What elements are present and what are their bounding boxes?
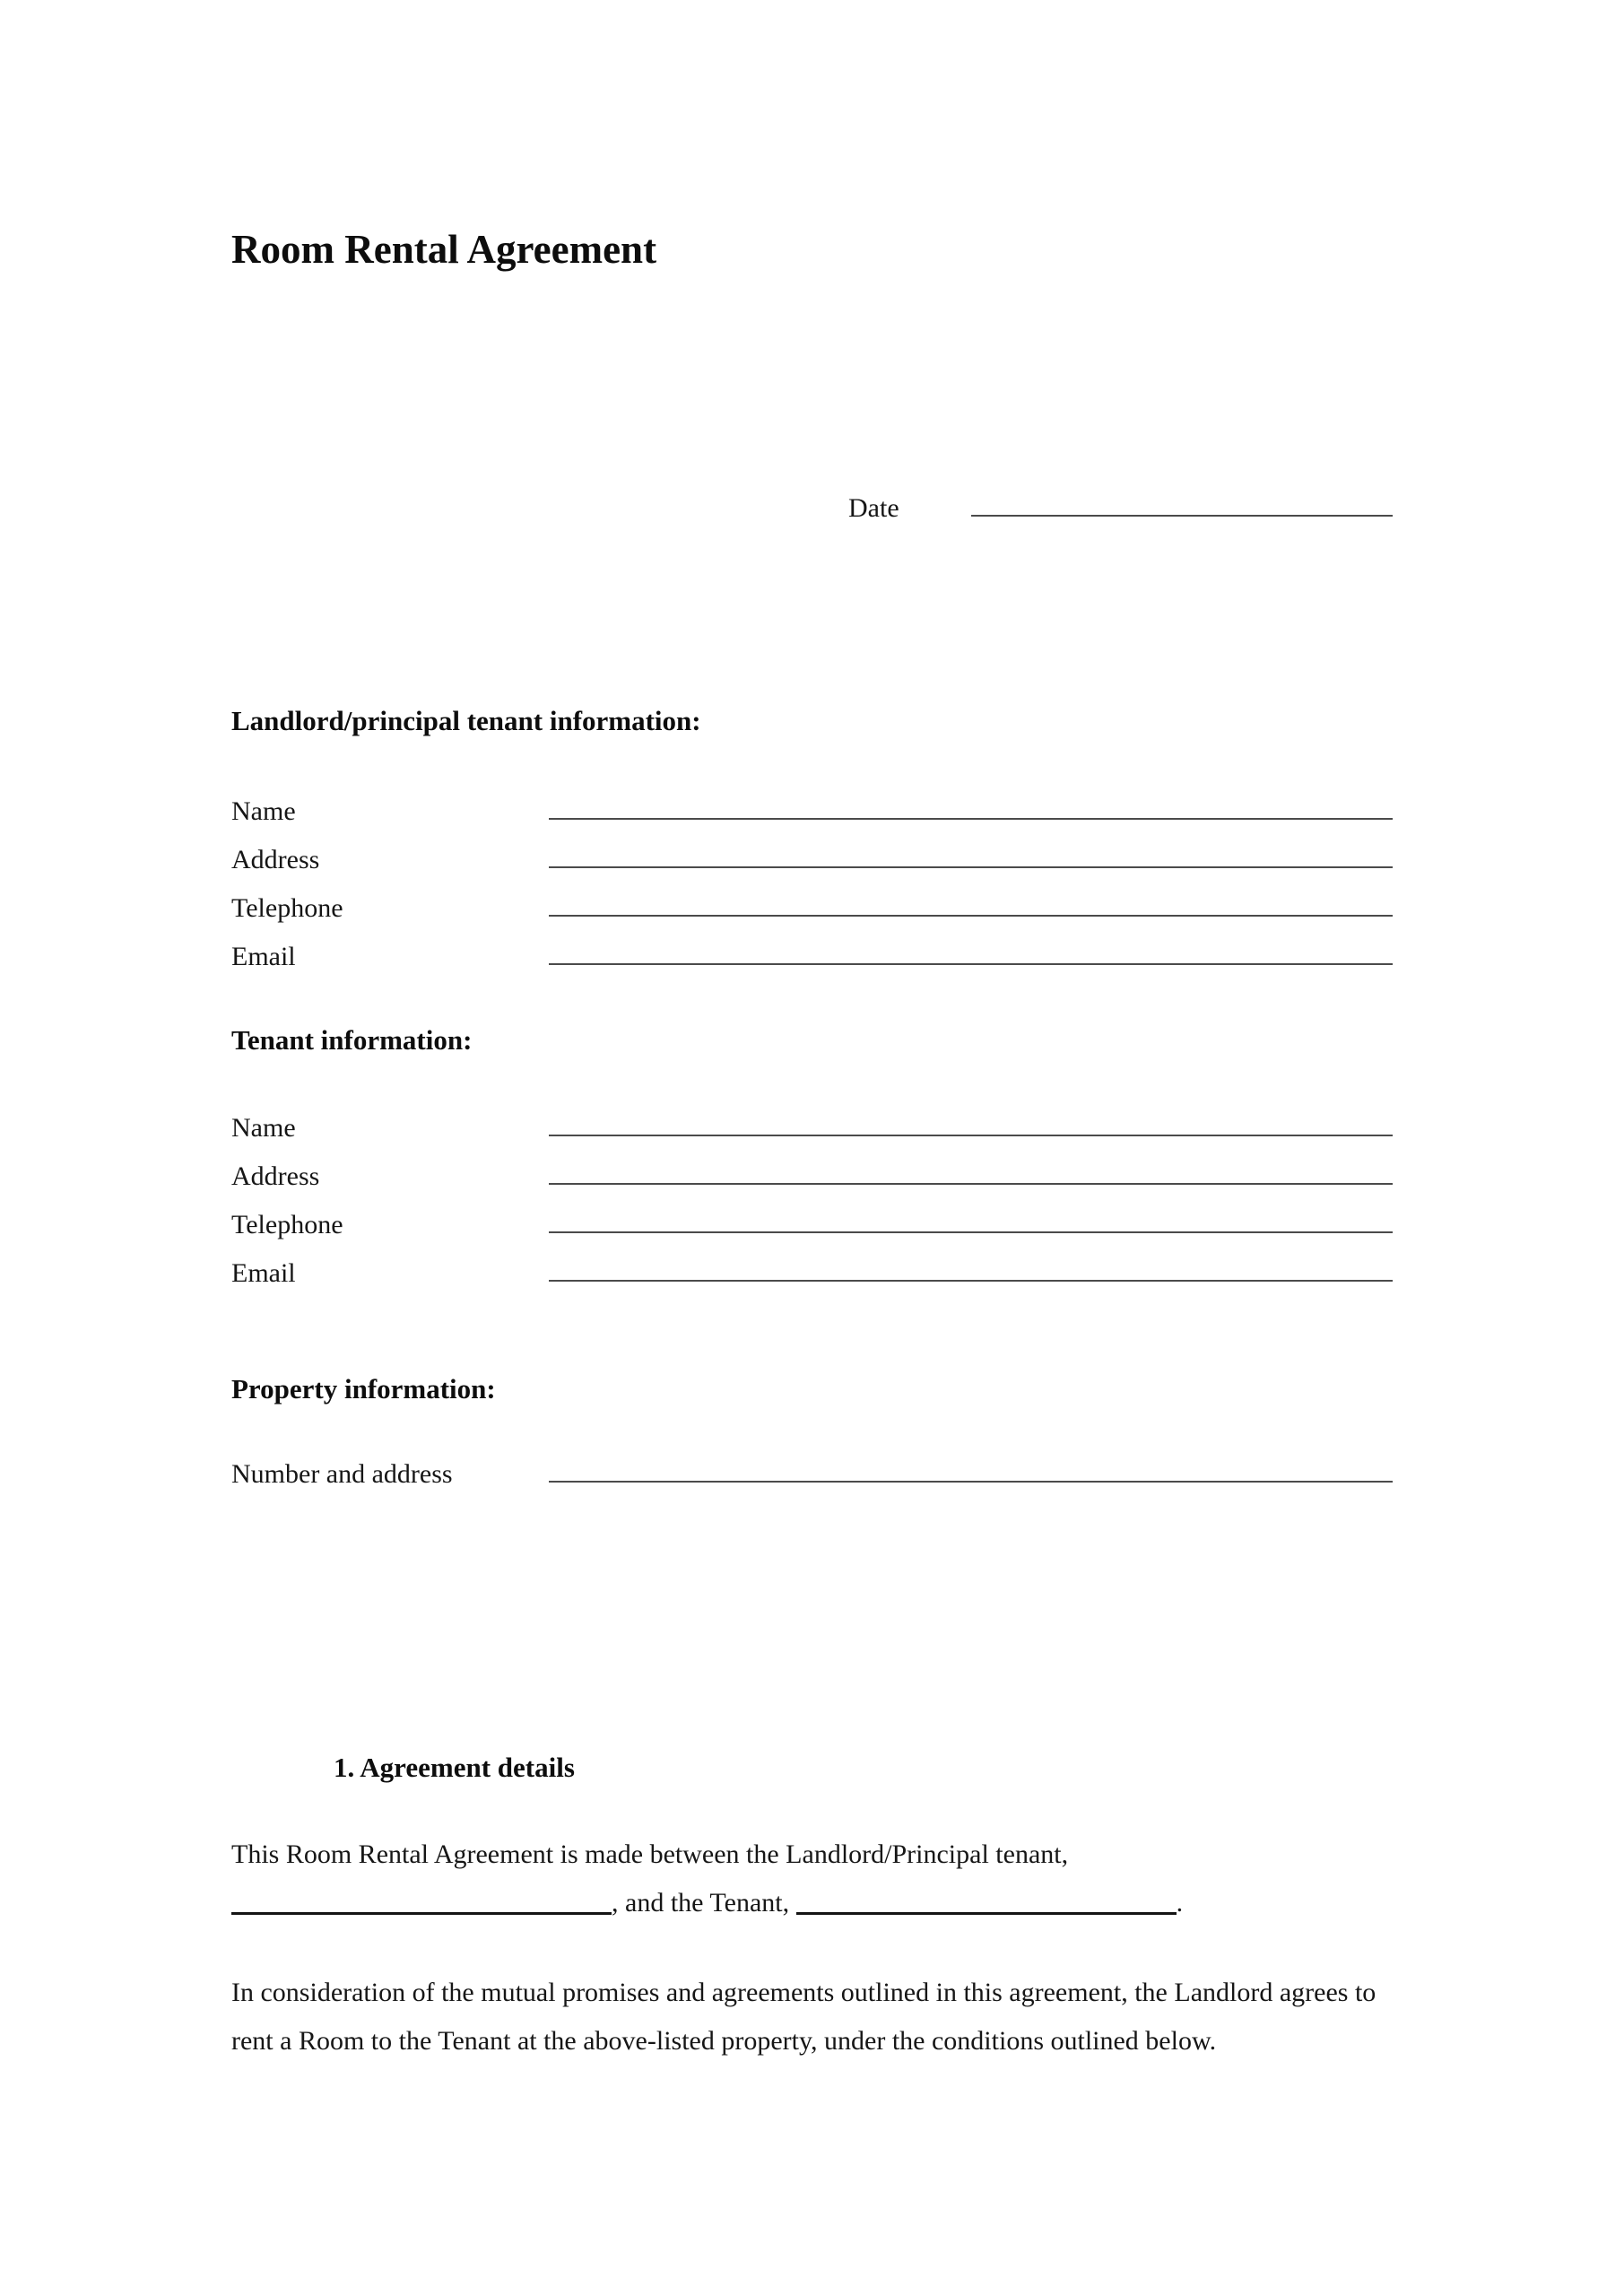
field-row-tenant-telephone	[231, 1206, 1393, 1241]
landlord-email-input-line[interactable]	[549, 938, 1393, 965]
landlord-address-label: Address	[231, 845, 320, 875]
landlord-address-input-line[interactable]	[549, 841, 1393, 868]
tenant-name-label: Name	[231, 1112, 296, 1143]
property-number-address-input-line[interactable]	[549, 1456, 1393, 1483]
property-section-heading: Property information:	[231, 1372, 496, 1405]
landlord-name-label: Name	[231, 796, 296, 827]
landlord-email-label: Email	[231, 942, 296, 972]
tenant-fields	[231, 1109, 1393, 1290]
date-label: Date	[848, 493, 899, 524]
tenant-telephone-input-line[interactable]	[549, 1206, 1393, 1233]
tenant-section-heading: Tenant information:	[231, 1024, 473, 1057]
document-title: Room Rental Agreement	[231, 227, 657, 272]
field-row-tenant-address	[231, 1158, 1393, 1193]
tenant-email-label: Email	[231, 1257, 296, 1288]
landlord-section-heading: Landlord/principal tenant information:	[231, 705, 701, 737]
agreement-intro-part3: .	[1176, 1888, 1184, 1918]
field-row-landlord-name	[231, 793, 1393, 828]
tenant-telephone-label: Telephone	[231, 1209, 343, 1239]
landlord-telephone-label: Telephone	[231, 893, 343, 924]
field-row-property-number-address	[231, 1456, 1393, 1491]
landlord-telephone-input-line[interactable]	[549, 890, 1393, 917]
agreement-intro-part1: This Room Rental Agreement is made between the Landlord/Principal tenant,	[231, 1839, 1069, 1869]
agreement-intro-part2: , and the Tenant,	[612, 1888, 790, 1918]
tenant-name-input-line[interactable]	[549, 1109, 1393, 1136]
agreement-body-paragraph: In consideration of the mutual promises and agreements outlined in this agreement, the Landlord agrees to rent a Room to the Tenant at the above-listed property, under the conditions outlined below.	[231, 1978, 1376, 2056]
landlord-name-blank[interactable]	[231, 1888, 612, 1915]
agreement-details-heading: 1. Agreement details	[334, 1751, 575, 1783]
tenant-address-label: Address	[231, 1161, 320, 1191]
field-row-landlord-telephone	[231, 890, 1393, 925]
field-row-tenant-email	[231, 1255, 1393, 1290]
date-row	[848, 488, 1393, 525]
tenant-name-blank[interactable]	[796, 1888, 1177, 1915]
field-row-landlord-address	[231, 841, 1393, 876]
landlord-fields	[231, 793, 1393, 973]
property-fields	[231, 1456, 1393, 1491]
agreement-intro-paragraph	[231, 1831, 1393, 1927]
tenant-address-input-line[interactable]	[549, 1158, 1393, 1185]
date-input-line[interactable]	[971, 488, 1393, 517]
landlord-name-input-line[interactable]	[549, 793, 1393, 820]
tenant-email-input-line[interactable]	[549, 1255, 1393, 1282]
field-row-landlord-email	[231, 938, 1393, 973]
property-number-address-label: Number and address	[231, 1458, 453, 1489]
field-row-tenant-name	[231, 1109, 1393, 1144]
